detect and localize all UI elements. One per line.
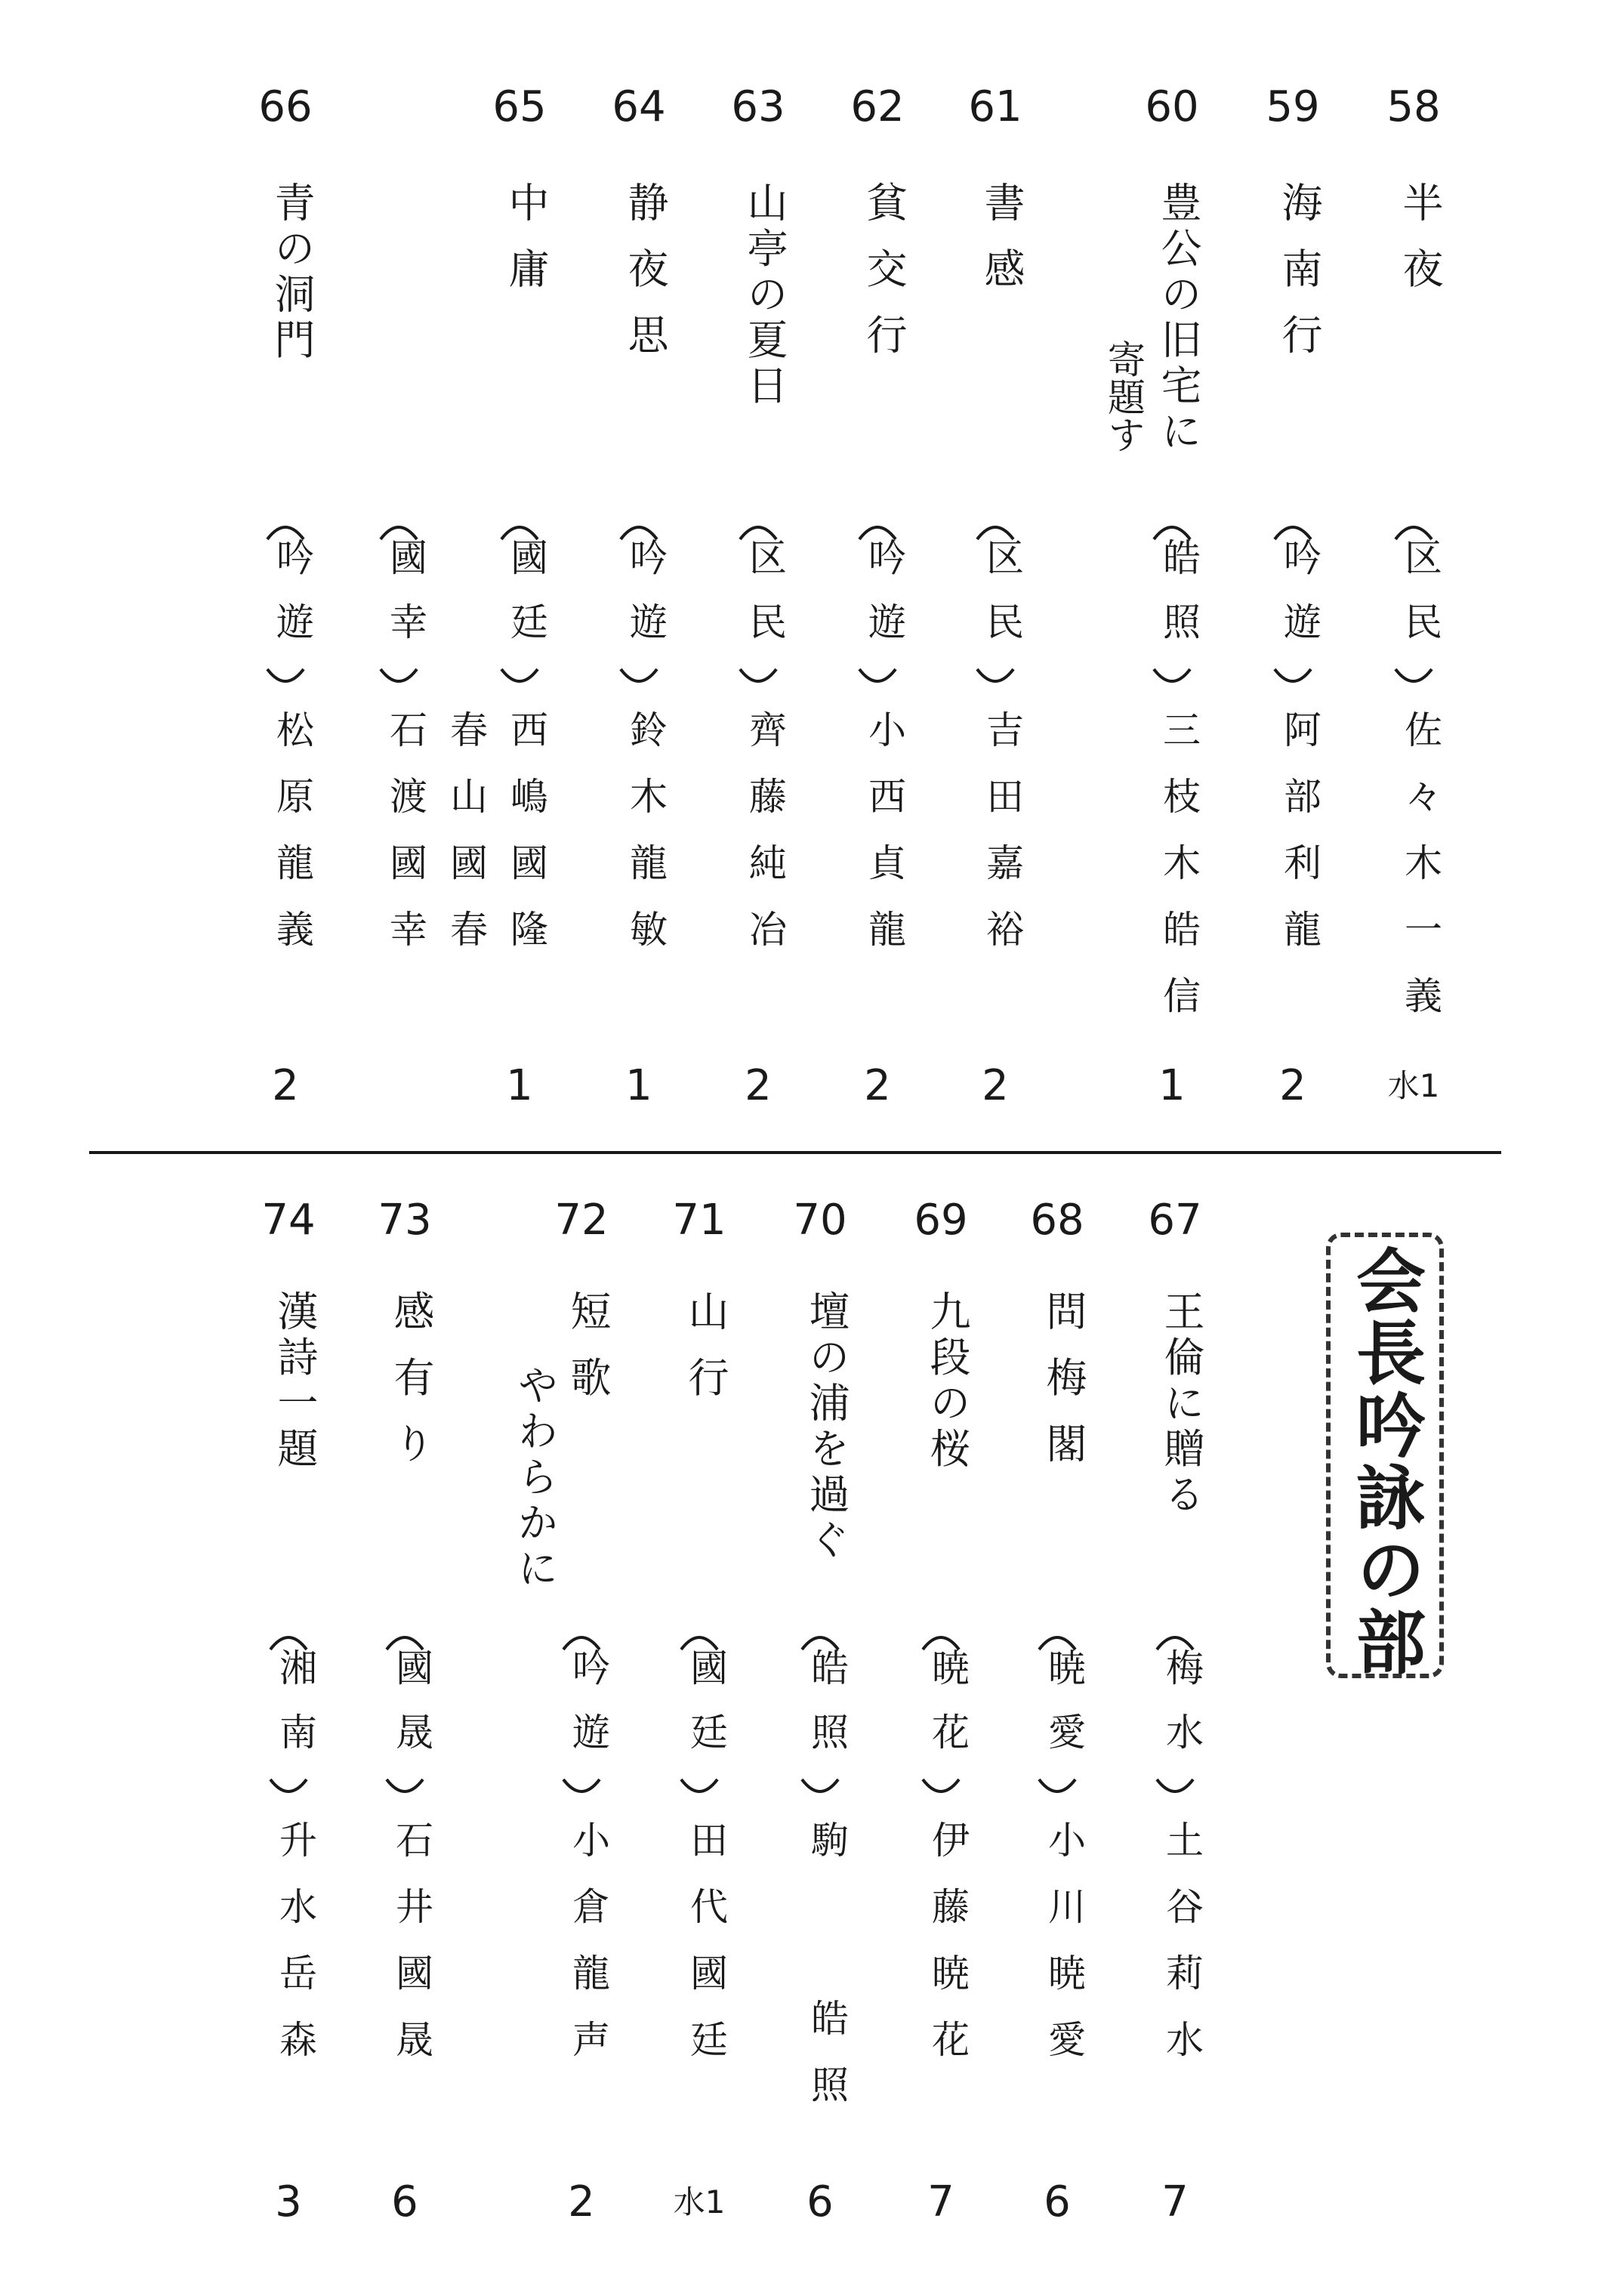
entry-title: 問梅閣 xyxy=(1040,1290,1087,1489)
entry-number: 61 xyxy=(968,82,1022,131)
entry-name-part-a: 駒 xyxy=(805,1820,849,1858)
entry-count: 1 xyxy=(625,1061,652,1110)
entry-title: 書感 xyxy=(978,181,1025,313)
entry-group: 國晟 xyxy=(390,1648,433,1776)
entry-count: 1 xyxy=(506,1061,533,1110)
entry-name: 田代國廷 xyxy=(684,1820,728,2086)
entry-number: 62 xyxy=(850,82,905,131)
entry-count: 6 xyxy=(1044,2177,1071,2227)
entry-name-part-b: 皓照 xyxy=(805,1998,849,2131)
entry-title: 豊公の旧宅に xyxy=(1155,181,1202,455)
entry-group: 暁愛 xyxy=(1042,1648,1086,1776)
entry-group: 國廷 xyxy=(684,1648,728,1776)
entry-title-line2: 寄題す xyxy=(1102,340,1146,453)
entry-number: 67 xyxy=(1148,1196,1202,1245)
entry-count: 2 xyxy=(982,1061,1009,1110)
entry-number: 70 xyxy=(793,1196,847,1245)
entry-group: 区民 xyxy=(980,538,1024,666)
entry-name-third: 石渡國幸 xyxy=(384,710,427,976)
entry-number: 72 xyxy=(554,1196,609,1245)
entry-number: 69 xyxy=(914,1196,968,1245)
section-divider xyxy=(89,1151,1501,1154)
entry-group: 区民 xyxy=(743,538,787,666)
entry-group-second: 國幸 xyxy=(384,538,427,666)
entry-title: 山亭の夏日 xyxy=(741,181,788,410)
entry-count: 3 xyxy=(275,2177,302,2227)
entry-number: 68 xyxy=(1030,1196,1084,1245)
entry-count: 7 xyxy=(927,2177,954,2227)
entry-name: 阿部利龍 xyxy=(1278,710,1321,976)
entry-number: 73 xyxy=(378,1196,432,1245)
entry-count: 2 xyxy=(864,1061,891,1110)
entry-name: 土谷莉水 xyxy=(1160,1820,1204,2086)
entry-number: 65 xyxy=(492,82,547,131)
entry-title: 貧交行 xyxy=(860,181,908,380)
entry-group: 梅水 xyxy=(1160,1648,1204,1776)
entry-name: 齊藤純冶 xyxy=(743,710,787,976)
entry-count: 2 xyxy=(745,1061,772,1110)
entry-name: 鈴木龍敏 xyxy=(624,710,668,976)
entry-count: 6 xyxy=(806,2177,834,2227)
entry-group: 吟遊 xyxy=(862,538,906,666)
entry-number: 60 xyxy=(1145,82,1199,131)
entry-name: 升水岳森 xyxy=(273,1820,317,2086)
entry-name: 西嶋國隆 xyxy=(504,710,548,976)
entry-name: 小西貞龍 xyxy=(862,710,906,976)
entry-count: 2 xyxy=(272,1061,299,1110)
entry-title: 王倫に贈る xyxy=(1158,1290,1205,1519)
entry-title-line2: やわらかに xyxy=(511,1364,559,1593)
entry-title: 半夜 xyxy=(1396,181,1444,313)
entry-name: 松原龍義 xyxy=(270,710,314,976)
entry-number: 58 xyxy=(1386,82,1441,131)
entry-title: 山行 xyxy=(682,1290,729,1422)
entry-title: 海南行 xyxy=(1275,181,1323,380)
entry-name: 小川暁愛 xyxy=(1042,1820,1086,2086)
entry-group: 吟遊 xyxy=(624,538,668,666)
entry-title: 静夜思 xyxy=(621,181,669,380)
entry-number: 59 xyxy=(1266,82,1320,131)
entry-name: 小倉龍声 xyxy=(566,1820,610,2086)
entry-name: 佐々木一義 xyxy=(1399,710,1442,1042)
entry-group: 区民 xyxy=(1399,538,1442,666)
entry-name-second: 春山國春 xyxy=(444,710,488,976)
entry-group: 皓照 xyxy=(805,1648,849,1776)
entry-name: 伊藤暁花 xyxy=(926,1820,970,2086)
entry-title: 短歌 xyxy=(564,1290,612,1422)
section-heading: 会長吟詠の部 xyxy=(1345,1245,1426,1679)
entry-count: 1 xyxy=(1158,1061,1186,1110)
entry-number: 63 xyxy=(731,82,785,131)
entry-title: 壇の浦を過ぐ xyxy=(803,1290,850,1564)
entry-title: 中庸 xyxy=(502,181,550,313)
entry-count: 6 xyxy=(391,2177,418,2227)
entry-count: 2 xyxy=(1279,1061,1306,1110)
entry-name: 吉田嘉裕 xyxy=(980,710,1024,976)
entry-group: 暁花 xyxy=(926,1648,970,1776)
entry-group: 吟遊 xyxy=(1278,538,1321,666)
entry-number: 64 xyxy=(612,82,666,131)
entry-group: 皓照 xyxy=(1157,538,1201,666)
entry-name: 三枝木皓信 xyxy=(1157,710,1201,1042)
entry-count: 7 xyxy=(1161,2177,1189,2227)
entry-group: 湘南 xyxy=(273,1648,317,1776)
entry-title: 九段の桜 xyxy=(924,1290,971,1473)
entry-group: 吟遊 xyxy=(270,538,314,666)
entry-number: 66 xyxy=(258,82,313,131)
entry-title: 漢詩一題 xyxy=(271,1290,319,1473)
entry-count: 2 xyxy=(568,2177,595,2227)
entry-group: 國廷 xyxy=(504,538,548,666)
entry-title: 青の洞門 xyxy=(268,181,316,364)
entry-count: 水1 xyxy=(673,2183,726,2220)
entry-number: 74 xyxy=(261,1196,316,1245)
entry-group: 吟遊 xyxy=(566,1648,610,1776)
entry-name: 石井國晟 xyxy=(390,1820,433,2086)
entry-number: 71 xyxy=(672,1196,726,1245)
entry-title: 感有り xyxy=(387,1290,435,1489)
entry-count: 水1 xyxy=(1387,1067,1440,1104)
